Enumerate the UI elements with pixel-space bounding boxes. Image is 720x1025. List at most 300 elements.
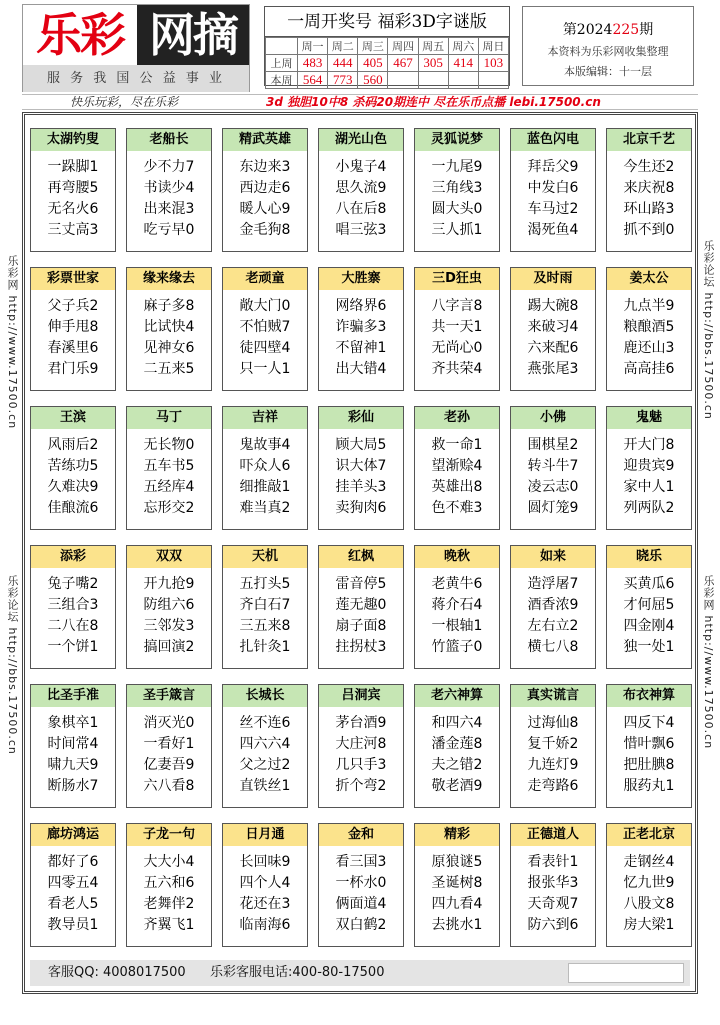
puzzle-box (126, 684, 212, 808)
puzzle-line: 扎针灸1 (239, 639, 291, 655)
puzzle-box (414, 128, 500, 252)
puzzle-line: 莲无趣0 (335, 597, 387, 613)
puzzle-line: 惜叶飘6 (623, 736, 675, 752)
puzzle-line: 看表针1 (527, 854, 579, 870)
puzzle-line: 四九看4 (431, 896, 483, 912)
puzzle-box (222, 406, 308, 530)
puzzle-box (30, 128, 116, 252)
puzzle-line: 买黄瓜6 (623, 576, 675, 592)
puzzle-box (222, 128, 308, 252)
customer-service-qq: 客服QQ: 4008017500 (48, 965, 186, 980)
puzzle-line: 色不难3 (431, 500, 483, 516)
puzzle-line: 思久流9 (335, 180, 387, 196)
puzzle-line: 三邻发3 (143, 618, 195, 634)
puzzle-lines (127, 151, 211, 241)
puzzle-author: 金和 (319, 824, 403, 846)
puzzle-lines (31, 707, 115, 797)
puzzle-author: 缘来缘去 (127, 268, 211, 290)
puzzle-line: 报张华3 (527, 875, 579, 891)
puzzle-author: 布衣神算 (607, 685, 691, 707)
puzzle-line: 渴死鱼4 (527, 222, 579, 238)
puzzle-box (318, 128, 404, 252)
puzzle-lines (511, 707, 595, 797)
puzzle-box (30, 823, 116, 947)
draw-number: 405 (358, 55, 388, 72)
puzzle-author: 太湖钓叟 (31, 129, 115, 151)
puzzle-line: 列两队2 (623, 500, 675, 516)
puzzle-line: 看老人5 (47, 896, 99, 912)
puzzle-line: 才何屈5 (623, 597, 675, 613)
puzzle-line: 折个弯2 (335, 778, 387, 794)
puzzle-lines (511, 429, 595, 519)
puzzle-line: 四零五4 (47, 875, 99, 891)
puzzle-line: 拜岳父9 (527, 159, 579, 175)
puzzle-line: 丝不连6 (239, 715, 291, 731)
puzzle-author: 真实谎言 (511, 685, 595, 707)
puzzle-line: 看三国3 (335, 854, 387, 870)
puzzle-line: 中发白6 (527, 180, 579, 196)
draw-number: 467 (388, 55, 418, 72)
puzzle-line: 见神女6 (143, 340, 195, 356)
draw-number (388, 72, 418, 89)
puzzle-lines (511, 568, 595, 658)
side-label-left-bottom[interactable]: 乐彩论坛 http://bbs.17500.cn (6, 575, 19, 755)
puzzle-line: 徒四壁4 (239, 340, 291, 356)
puzzle-lines (607, 290, 691, 380)
puzzle-line: 圆灯笼9 (527, 500, 579, 516)
puzzle-line: 防六到6 (527, 917, 579, 933)
puzzle-line: 吃亏早0 (143, 222, 195, 238)
puzzle-lines (127, 707, 211, 797)
puzzle-lines (31, 846, 115, 936)
puzzle-box (318, 406, 404, 530)
puzzle-row (30, 128, 692, 267)
puzzle-line: 一看好1 (143, 736, 195, 752)
puzzle-box (414, 684, 500, 808)
puzzle-line: 敬老酒9 (431, 778, 483, 794)
brand-part-2: 网摘 (137, 5, 249, 65)
puzzle-line: 出来混3 (143, 201, 195, 217)
puzzle-line: 东边来3 (239, 159, 291, 175)
puzzle-line: 去挑水1 (431, 917, 483, 933)
puzzle-line: 书读少4 (143, 180, 195, 196)
puzzle-box (510, 823, 596, 947)
puzzle-line: 凌云志0 (527, 479, 579, 495)
puzzle-lines (31, 151, 115, 241)
puzzle-line: 八字言8 (431, 298, 483, 314)
puzzle-box (606, 406, 692, 530)
puzzle-box (510, 684, 596, 808)
puzzle-line: 伸手甩8 (47, 319, 99, 335)
puzzle-box (510, 406, 596, 530)
puzzle-line: 久难决9 (47, 479, 99, 495)
puzzle-author: 湖光山色 (319, 129, 403, 151)
tagline-left: 快乐玩彩，尽在乐彩 (70, 95, 179, 109)
puzzle-author: 鬼魅 (607, 407, 691, 429)
puzzle-line: 吓众人6 (239, 458, 291, 474)
puzzle-line: 共一天1 (431, 319, 483, 335)
puzzle-line: 高高挂6 (623, 361, 675, 377)
puzzle-author: 吉祥 (223, 407, 307, 429)
puzzle-author: 王滨 (31, 407, 115, 429)
this-week-row (266, 72, 509, 89)
puzzle-grid (30, 128, 692, 962)
puzzle-line: 独一处1 (623, 639, 675, 655)
puzzle-line: 风雨后2 (47, 437, 99, 453)
puzzle-line: 挂羊头3 (335, 479, 387, 495)
puzzle-line: 扇子面8 (335, 618, 387, 634)
puzzle-line: 敞大门0 (239, 298, 291, 314)
puzzle-author: 老孙 (415, 407, 499, 429)
puzzle-line: 天奇观7 (527, 896, 579, 912)
puzzle-lines (415, 151, 499, 241)
puzzle-lines (415, 290, 499, 380)
puzzle-line: 六来配6 (527, 340, 579, 356)
puzzle-row (30, 545, 692, 684)
puzzle-line: 三丈高3 (47, 222, 99, 238)
puzzle-line: 横七八8 (527, 639, 579, 655)
puzzle-author: 马丁 (127, 407, 211, 429)
puzzle-line: 顾大局5 (335, 437, 387, 453)
puzzle-line: 潘金莲8 (431, 736, 483, 752)
puzzle-line: 走钢丝4 (623, 854, 675, 870)
puzzle-author: 精彩 (415, 824, 499, 846)
puzzle-line: 茅台酒9 (335, 715, 387, 731)
puzzle-line: 金毛狗8 (239, 222, 291, 238)
puzzle-line: 父子兵2 (47, 298, 99, 314)
draw-number (418, 72, 448, 89)
puzzle-row (30, 406, 692, 545)
puzzle-line: 英雄出8 (431, 479, 483, 495)
puzzle-box (318, 684, 404, 808)
puzzle-line: 九连灯9 (527, 757, 579, 773)
puzzle-author: 三D狂虫 (415, 268, 499, 290)
brand-title (23, 5, 249, 65)
puzzle-line: 四六六4 (239, 736, 291, 752)
puzzle-line: 不怕贼7 (239, 319, 291, 335)
puzzle-author: 正老北京 (607, 824, 691, 846)
weekday-header-row (266, 38, 509, 55)
puzzle-line: 诈骗多3 (335, 319, 387, 335)
puzzle-line: 酒香浓9 (527, 597, 579, 613)
puzzle-lines (319, 151, 403, 241)
puzzle-line: 竹篮子0 (431, 639, 483, 655)
puzzle-box (414, 545, 500, 669)
puzzle-box (222, 267, 308, 391)
weekday-cell: 周二 (328, 38, 358, 55)
puzzle-author: 小佛 (511, 407, 595, 429)
puzzle-box (606, 545, 692, 669)
puzzle-line: 双白鹤2 (335, 917, 387, 933)
puzzle-author: 灵狐说梦 (415, 129, 499, 151)
last-week-label: 上周 (266, 55, 298, 72)
puzzle-line: 麻子多8 (143, 298, 195, 314)
puzzle-line: 暖人心9 (239, 201, 291, 217)
puzzle-line: 环山路3 (623, 201, 675, 217)
puzzle-box (126, 267, 212, 391)
puzzle-box (30, 267, 116, 391)
puzzle-author: 如来 (511, 546, 595, 568)
puzzle-line: 原狼谜5 (431, 854, 483, 870)
puzzle-line: 服药丸1 (623, 778, 675, 794)
puzzle-lines (607, 429, 691, 519)
puzzle-row (30, 267, 692, 406)
puzzle-line: 走弯路6 (527, 778, 579, 794)
puzzle-line: 来庆祝8 (623, 180, 675, 196)
puzzle-line: 少不力7 (143, 159, 195, 175)
puzzle-line: 忆九世9 (623, 875, 675, 891)
puzzle-line: 二八在8 (47, 618, 99, 634)
puzzle-line: 复千娇2 (527, 736, 579, 752)
puzzle-line: 难当真2 (239, 500, 291, 516)
puzzle-lines (223, 151, 307, 241)
puzzle-line: 俩面道4 (335, 896, 387, 912)
puzzle-author: 添彩 (31, 546, 115, 568)
draw-number: 414 (448, 55, 478, 72)
side-label-right-bottom[interactable]: 乐彩网 http://www.17500.cn (702, 575, 715, 750)
weekday-cell: 周三 (358, 38, 388, 55)
puzzle-lines (31, 290, 115, 380)
side-label-right-top[interactable]: 乐彩论坛 http://bbs.17500.cn (702, 240, 715, 420)
puzzle-author: 大胜寨 (319, 268, 403, 290)
puzzle-box (318, 545, 404, 669)
puzzle-line: 出大错4 (335, 361, 387, 377)
last-week-row (266, 55, 509, 72)
puzzle-line: 时间常4 (47, 736, 99, 752)
puzzle-line: 不留神1 (335, 340, 387, 356)
puzzle-line: 九点半9 (623, 298, 675, 314)
puzzle-line: 都好了6 (47, 854, 99, 870)
puzzle-line: 再弯腰5 (47, 180, 99, 196)
puzzle-line: 圆大头0 (431, 201, 483, 217)
puzzle-line: 燕张尾3 (527, 361, 579, 377)
puzzle-lines (607, 846, 691, 936)
puzzle-box (222, 545, 308, 669)
brand-logo (22, 4, 250, 92)
puzzle-box (222, 684, 308, 808)
puzzle-line: 鬼故事4 (239, 437, 291, 453)
puzzle-line: 大大小4 (143, 854, 195, 870)
puzzle-author: 长城长 (223, 685, 307, 707)
corner-cell (266, 38, 298, 55)
puzzle-line: 救一命1 (431, 437, 483, 453)
puzzle-author: 日月通 (223, 824, 307, 846)
puzzle-lines (415, 568, 499, 658)
weekly-draw-panel (264, 6, 510, 86)
puzzle-line: 西边走6 (239, 180, 291, 196)
puzzle-line: 忘形交2 (143, 500, 195, 516)
puzzle-line: 无长物0 (143, 437, 195, 453)
puzzle-line: 消灭光0 (143, 715, 195, 731)
tagline-right[interactable]: 3d 独胆10中8 杀码20期连中 尽在乐币点播 lebi.17500.cn (266, 95, 601, 109)
puzzle-lines (319, 290, 403, 380)
puzzle-author: 比圣手准 (31, 685, 115, 707)
puzzle-line: 一根轴1 (431, 618, 483, 634)
issue-number-value: 225 (612, 22, 640, 38)
puzzle-line: 君门乐9 (47, 361, 99, 377)
puzzle-box (414, 267, 500, 391)
puzzle-line: 三角线3 (431, 180, 483, 196)
puzzle-line: 父之过2 (239, 757, 291, 773)
puzzle-author: 吕洞宾 (319, 685, 403, 707)
puzzle-author: 廊坊鸿运 (31, 824, 115, 846)
weekday-cell: 周日 (478, 38, 508, 55)
puzzle-line: 教导员1 (47, 917, 99, 933)
puzzle-line: 二五来5 (143, 361, 195, 377)
puzzle-line: 齐白石7 (239, 597, 291, 613)
puzzle-line: 拄拐杖3 (335, 639, 387, 655)
puzzle-box (30, 684, 116, 808)
puzzle-line: 五车书5 (143, 458, 195, 474)
puzzle-lines (319, 429, 403, 519)
puzzle-lines (31, 568, 115, 658)
puzzle-lines (127, 290, 211, 380)
puzzle-line: 只一人1 (239, 361, 291, 377)
puzzle-line: 车马过2 (527, 201, 579, 217)
puzzle-lines (223, 290, 307, 380)
puzzle-box (30, 406, 116, 530)
brand-part-1: 乐彩 (35, 8, 124, 62)
puzzle-author: 双双 (127, 546, 211, 568)
puzzle-line: 踢大碗8 (527, 298, 579, 314)
puzzle-line: 比试快4 (143, 319, 195, 335)
puzzle-lines (127, 568, 211, 658)
puzzle-row (30, 823, 692, 962)
puzzle-line: 五打头5 (239, 576, 291, 592)
puzzle-line: 一九尾9 (431, 159, 483, 175)
puzzle-line: 识大体7 (335, 458, 387, 474)
puzzle-line: 几只手3 (335, 757, 387, 773)
puzzle-line: 夫之错2 (431, 757, 483, 773)
puzzle-line: 圣诞树8 (431, 875, 483, 891)
puzzle-lines (607, 707, 691, 797)
puzzle-box (318, 823, 404, 947)
puzzle-line: 花还在3 (239, 896, 291, 912)
puzzle-lines (511, 846, 595, 936)
puzzle-line: 亿妻吾9 (143, 757, 195, 773)
puzzle-line: 今生还2 (623, 159, 675, 175)
puzzle-author: 彩票世家 (31, 268, 115, 290)
puzzle-line: 老舞伴2 (143, 896, 195, 912)
tagline-bar (22, 94, 698, 110)
puzzle-author: 圣手箴言 (127, 685, 211, 707)
side-label-left-top[interactable]: 乐彩网 http://www.17500.cn (6, 255, 19, 430)
puzzle-author: 彩仙 (319, 407, 403, 429)
puzzle-line: 家中人1 (623, 479, 675, 495)
puzzle-line: 迎贵宾9 (623, 458, 675, 474)
puzzle-box (414, 823, 500, 947)
puzzle-line: 房大梁1 (623, 917, 675, 933)
puzzle-line: 转斗牛7 (527, 458, 579, 474)
puzzle-box (510, 128, 596, 252)
puzzle-line: 四反下4 (623, 715, 675, 731)
puzzle-author: 正德道人 (511, 824, 595, 846)
puzzle-line: 开大门8 (623, 437, 675, 453)
puzzle-lines (223, 568, 307, 658)
puzzle-line: 雷音停5 (335, 576, 387, 592)
puzzle-box (606, 128, 692, 252)
puzzle-line: 蒋介石4 (431, 597, 483, 613)
puzzle-lines (607, 568, 691, 658)
puzzle-author: 子龙一句 (127, 824, 211, 846)
puzzle-author: 老六神算 (415, 685, 499, 707)
editor-note: 本版编辑：十一层 (564, 65, 652, 78)
puzzle-line: 无尚心0 (431, 340, 483, 356)
puzzle-box (318, 267, 404, 391)
draw-number (448, 72, 478, 89)
puzzle-author: 精武英雄 (223, 129, 307, 151)
puzzle-box (606, 267, 692, 391)
puzzle-line: 造浮屠7 (527, 576, 579, 592)
puzzle-lines (415, 429, 499, 519)
puzzle-line: 望渐赊4 (431, 458, 483, 474)
source-note: 本资料为乐彩网收集整理 (547, 45, 669, 58)
puzzle-box (126, 406, 212, 530)
customer-service-phone: 乐彩客服电话:400-80-17500 (210, 965, 385, 980)
puzzle-line: 三组合3 (47, 597, 99, 613)
puzzle-lines (607, 151, 691, 241)
puzzle-author: 天机 (223, 546, 307, 568)
puzzle-line: 围棋星2 (527, 437, 579, 453)
puzzle-line: 防组六6 (143, 597, 195, 613)
puzzle-line: 一跺脚1 (47, 159, 99, 175)
puzzle-author: 及时雨 (511, 268, 595, 290)
puzzle-line: 长回味9 (239, 854, 291, 870)
puzzle-line: 齐共荣4 (431, 361, 483, 377)
puzzle-line: 细推敲1 (239, 479, 291, 495)
puzzle-lines (127, 429, 211, 519)
puzzle-author: 老顽童 (223, 268, 307, 290)
puzzle-line: 佳酿流6 (47, 500, 99, 516)
this-week-label: 本周 (266, 72, 298, 89)
weekday-cell: 周五 (418, 38, 448, 55)
puzzle-line: 搞回演2 (143, 639, 195, 655)
puzzle-line: 春溪里6 (47, 340, 99, 356)
puzzle-line: 象棋卒1 (47, 715, 99, 731)
puzzle-box (126, 545, 212, 669)
issue-prefix: 第2024 (562, 22, 613, 38)
puzzle-author: 红枫 (319, 546, 403, 568)
puzzle-box (30, 545, 116, 669)
puzzle-line: 齐翼飞1 (143, 917, 195, 933)
puzzle-line: 五经库4 (143, 479, 195, 495)
puzzle-line: 四金刚4 (623, 618, 675, 634)
puzzle-lines (223, 707, 307, 797)
puzzle-box (510, 267, 596, 391)
puzzle-line: 四个人4 (239, 875, 291, 891)
weekly-draw-title: 一周开奖号 福彩3D字谜版 (265, 7, 509, 37)
brand-slogan: 服 务 我 国 公 益 事 业 (23, 65, 249, 92)
draw-number: 773 (328, 72, 358, 89)
footer-bar (30, 960, 690, 986)
draw-number (478, 72, 508, 89)
puzzle-line: 小鬼子4 (335, 159, 387, 175)
puzzle-line: 啸九天9 (47, 757, 99, 773)
puzzle-author: 晚秋 (415, 546, 499, 568)
puzzle-author: 北京千艺 (607, 129, 691, 151)
puzzle-lines (511, 151, 595, 241)
puzzle-lines (223, 846, 307, 936)
issue-number (523, 19, 693, 39)
draw-number: 483 (298, 55, 328, 72)
puzzle-row (30, 684, 692, 823)
puzzle-line: 三五来8 (239, 618, 291, 634)
puzzle-author: 老船长 (127, 129, 211, 151)
puzzle-line: 左右立2 (527, 618, 579, 634)
puzzle-lines (415, 846, 499, 936)
puzzle-line: 六八看8 (143, 778, 195, 794)
puzzle-line: 一个饼1 (47, 639, 99, 655)
